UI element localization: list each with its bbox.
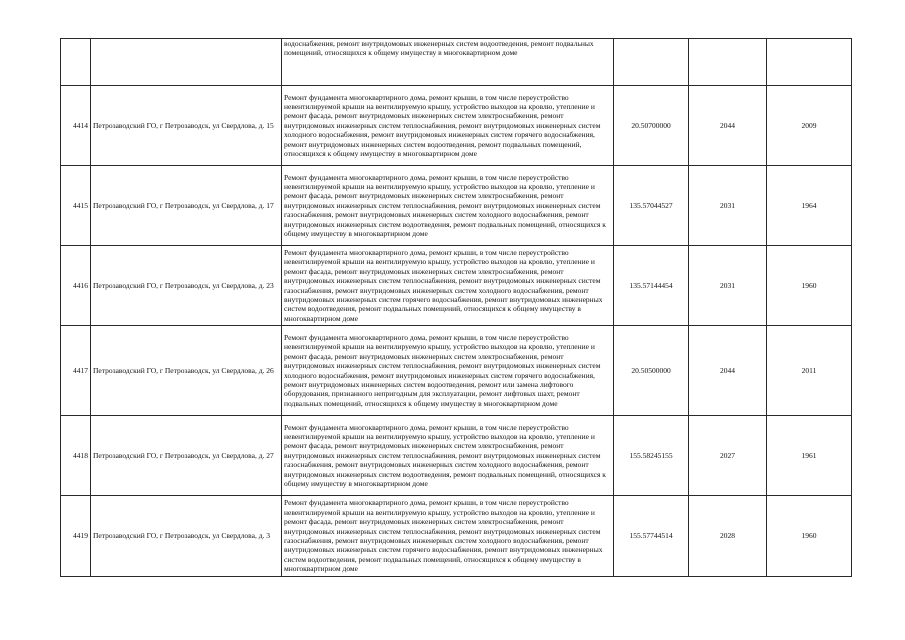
table-row <box>61 416 852 496</box>
row-address: Петрозаводский ГО, г Петрозаводск, ул Свердлова, д. 15 <box>91 86 282 166</box>
row-plan-year: 2027 <box>689 416 767 496</box>
capital-repair-table <box>60 38 852 577</box>
row-address: Петрозаводский ГО, г Петрозаводск, ул Свердлова, д. 3 <box>91 496 282 577</box>
row-address: Петрозаводский ГО, г Петрозаводск, ул Свердлова, д. 26 <box>91 326 282 416</box>
table-row <box>61 496 852 577</box>
row-address: Петрозаводский ГО, г Петрозаводск, ул Свердлова, д. 27 <box>91 416 282 496</box>
row-works: водоснабжения, ремонт внутридомовых инженерных систем водоотведения, ремонт подвальных помещений, относящихся к общему имуществу в многоквартирном доме <box>282 39 614 86</box>
table-row <box>61 166 852 246</box>
table-row <box>61 326 852 416</box>
row-number <box>61 39 91 86</box>
row-address: Петрозаводский ГО, г Петрозаводск, ул Свердлова, д. 17 <box>91 166 282 246</box>
row-plan-year: 2044 <box>689 86 767 166</box>
row-build-year: 1961 <box>767 416 852 496</box>
row-cost: 155.58245155 <box>614 416 689 496</box>
row-works: Ремонт фундамента многоквартирного дома, ремонт крыши, в том числе переустройство невентилируемой крыши на вентилируемую крышу, устройство выходов на кровлю, утепление и ремонт фасада, ремонт внутридомовых инженерных систем электроснабжения, ремонт внутридомовых инженерных систем теплоснабжения, ремонт внутридомовых инженерных систем газоснабжения, ремонт внутридомовых инженерных систем холодного водоснабжения, ремонт внутридомовых инженерных систем горячего водоснабжения, ремонт внутридомовых инженерных систем водоотведения, ремонт подвальных помещений, относящихся к общему имуществу в многоквартирном доме <box>282 496 614 577</box>
row-build-year: 1960 <box>767 496 852 577</box>
row-cost: 135.57144454 <box>614 246 689 326</box>
row-build-year: 1960 <box>767 246 852 326</box>
table-row <box>61 39 852 86</box>
row-cost: 155.57744514 <box>614 496 689 577</box>
row-number: 4418 <box>61 416 91 496</box>
row-plan-year: 2028 <box>689 496 767 577</box>
row-cost: 20.50700000 <box>614 86 689 166</box>
table-row <box>61 86 852 166</box>
row-cost: 20.50500000 <box>614 326 689 416</box>
row-build-year: 1964 <box>767 166 852 246</box>
row-number: 4415 <box>61 166 91 246</box>
row-works: Ремонт фундамента многоквартирного дома, ремонт крыши, в том числе переустройство невентилируемой крыши на вентилируемую крышу, устройство выходов на кровлю, утепление и ремонт фасада, ремонт внутридомовых инженерных систем электроснабжения, ремонт внутридомовых инженерных систем теплоснабжения, ремонт внутридомовых инженерных систем газоснабжения, ремонт внутридомовых инженерных систем холодного водоснабжения, ремонт внутридомовых инженерных систем горячего водоснабжения, ремонт внутридомовых инженерных систем водоотведения, ремонт подвальных помещений, относящихся к общему имуществу в многоквартирном доме <box>282 246 614 326</box>
row-works: Ремонт фундамента многоквартирного дома, ремонт крыши, в том числе переустройство невентилируемой крыши на вентилируемую крышу, устройство выходов на кровлю, утепление и ремонт фасада, ремонт внутридомовых инженерных систем электроснабжения, ремонт внутридомовых инженерных систем теплоснабжения, ремонт внутридомовых инженерных систем холодного водоснабжения, ремонт внутридомовых инженерных систем горячего водоснабжения, ремонт внутридомовых инженерных систем водоотведения, ремонт подвальных помещений, относящихся к общему имуществу в многоквартирном доме <box>282 86 614 166</box>
row-build-year: 2011 <box>767 326 852 416</box>
row-number: 4419 <box>61 496 91 577</box>
row-number: 4414 <box>61 86 91 166</box>
row-works: Ремонт фундамента многоквартирного дома, ремонт крыши, в том числе переустройство невентилируемой крыши на вентилируемую крышу, устройство выходов на кровлю, утепление и ремонт фасада, ремонт внутридомовых инженерных систем электроснабжения, ремонт внутридомовых инженерных систем теплоснабжения, ремонт внутридомовых инженерных систем газоснабжения, ремонт внутридомовых инженерных систем холодного водоснабжения, ремонт внутридомовых инженерных систем водоотведения, ремонт подвальных помещений, относящихся к общему имуществу в многоквартирном доме <box>282 166 614 246</box>
row-works: Ремонт фундамента многоквартирного дома, ремонт крыши, в том числе переустройство невентилируемой крыши на вентилируемую крышу, устройство выходов на кровлю, утепление и ремонт фасада, ремонт внутридомовых инженерных систем электроснабжения, ремонт внутридомовых инженерных систем теплоснабжения, ремонт внутридомовых инженерных систем газоснабжения, ремонт внутридомовых инженерных систем холодного водоснабжения, ремонт внутридомовых инженерных систем водоотведения, ремонт подвальных помещений, относящихся к общему имуществу в многоквартирном доме <box>282 416 614 496</box>
row-works: Ремонт фундамента многоквартирного дома, ремонт крыши, в том числе переустройство невентилируемой крыши на вентилируемую крышу, устройство выходов на кровлю, утепление и ремонт фасада, ремонт внутридомовых инженерных систем электроснабжения, ремонт внутридомовых инженерных систем теплоснабжения, ремонт внутридомовых инженерных систем холодного водоснабжения, ремонт внутридомовых инженерных систем горячего водоснабжения, ремонт внутридомовых инженерных систем водоотведения, ремонт или замена лифтового оборудования, признанного непригодным для эксплуатации, ремонт лифтовых шахт, ремонт подвальных помещений, относящихся к общему имуществу в многоквартирном доме <box>282 326 614 416</box>
row-cost: 135.57044527 <box>614 166 689 246</box>
row-address <box>91 39 282 86</box>
table-row <box>61 246 852 326</box>
row-number: 4417 <box>61 326 91 416</box>
row-build-year <box>767 39 852 86</box>
row-address: Петрозаводский ГО, г Петрозаводск, ул Свердлова, д. 23 <box>91 246 282 326</box>
row-cost <box>614 39 689 86</box>
row-build-year: 2009 <box>767 86 852 166</box>
row-plan-year <box>689 39 767 86</box>
row-plan-year: 2044 <box>689 326 767 416</box>
row-plan-year: 2031 <box>689 246 767 326</box>
row-number: 4416 <box>61 246 91 326</box>
row-plan-year: 2031 <box>689 166 767 246</box>
